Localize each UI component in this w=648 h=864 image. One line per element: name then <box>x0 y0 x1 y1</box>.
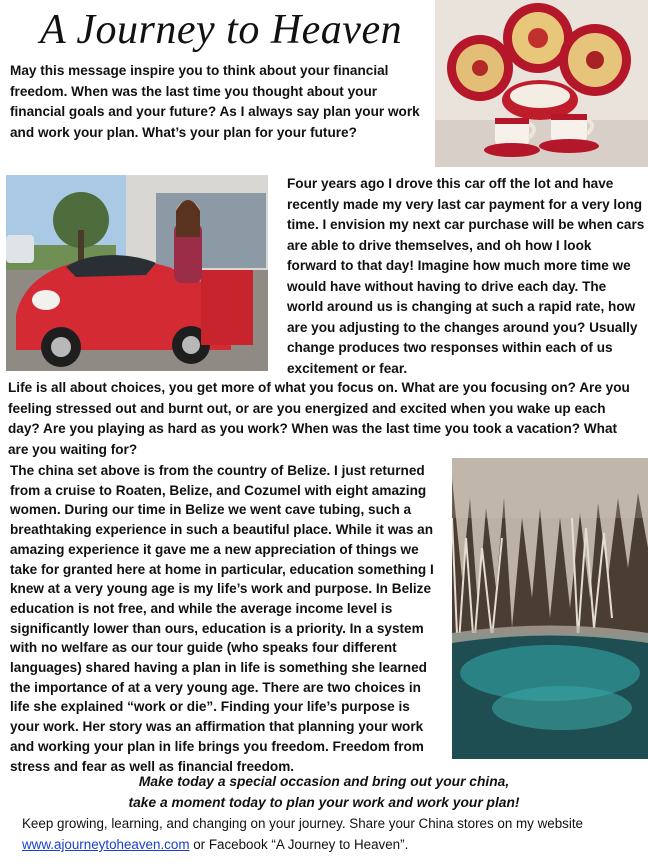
car-story-paragraph: Four years ago I drove this car off the lot and have recently made my very last car payment for a very long time. I envision my next car purchase will be when cars are able to drive themselves, and oh how I look forward to that day! Imagine how much more time we would have without having to drive each day. The world around us is changing at such a rapid rate, how are you adjusting to the changes around you? Usually change produces two responses within each of us excitement or fear. <box>287 176 645 376</box>
closing-line-2: take a moment today to plan your work and work your plan! <box>128 795 520 810</box>
closing-message <box>0 771 648 813</box>
page-title: A Journey to Heaven <box>40 7 403 53</box>
belize-paragraph: The china set above is from the country of Belize. I just returned from a cruise to Roaten, Belize, and Cozumel with eight amazing women. During our time in Belize we went cave tubing, such a breathtaking experience in such a beautiful place. While it was an amazing experience it gave me a new appreciation of things we take for granted here at home in particular, education something I knew at a very young age is my life’s work and purpose. In Belize education is not free, and while the average income level is significantly lower than ours, education is a priority. In a system with no welfare as our tour guide (who speaks four different languages) shared having a plan in life is something she learned the importance of at a very young age. There are two choices in life she explained “work or die”. Finding your life’s purpose is your work. Her story was an affirmation that planning your work and working your plan in life brings you freedom. Freedom from stress and fear as well as financial freedom. <box>10 463 434 774</box>
choices-paragraph: Life is all about choices, you get more of what you focus on. What are you focusing on? Are you feeling stressed out and burnt out, or are you energized and excited when you wake up each day? Are you playing as hard as you work? When was the last time you took a vacation? What are you waiting for? <box>8 380 630 457</box>
closing-line-1: Make today a special occasion and bring out your china, <box>138 774 510 789</box>
cave-photo <box>452 458 648 759</box>
footer-text <box>22 813 642 855</box>
intro-paragraph: May this message inspire you to think about your financial freedom. When was the last time you thought about your financial goals and your future? As I always say plan your work and work your plan. What’s your plan for your future? <box>10 63 420 140</box>
red-car-photo <box>6 175 268 371</box>
china-set-photo <box>435 0 648 167</box>
footer-before-link: Keep growing, learning, and changing on your journey. Share your China stores on my website <box>22 816 584 831</box>
footer-after-link: or Facebook “A Journey to Heaven”. <box>189 837 409 852</box>
website-link[interactable]: www.ajourneytoheaven.com <box>22 837 190 852</box>
